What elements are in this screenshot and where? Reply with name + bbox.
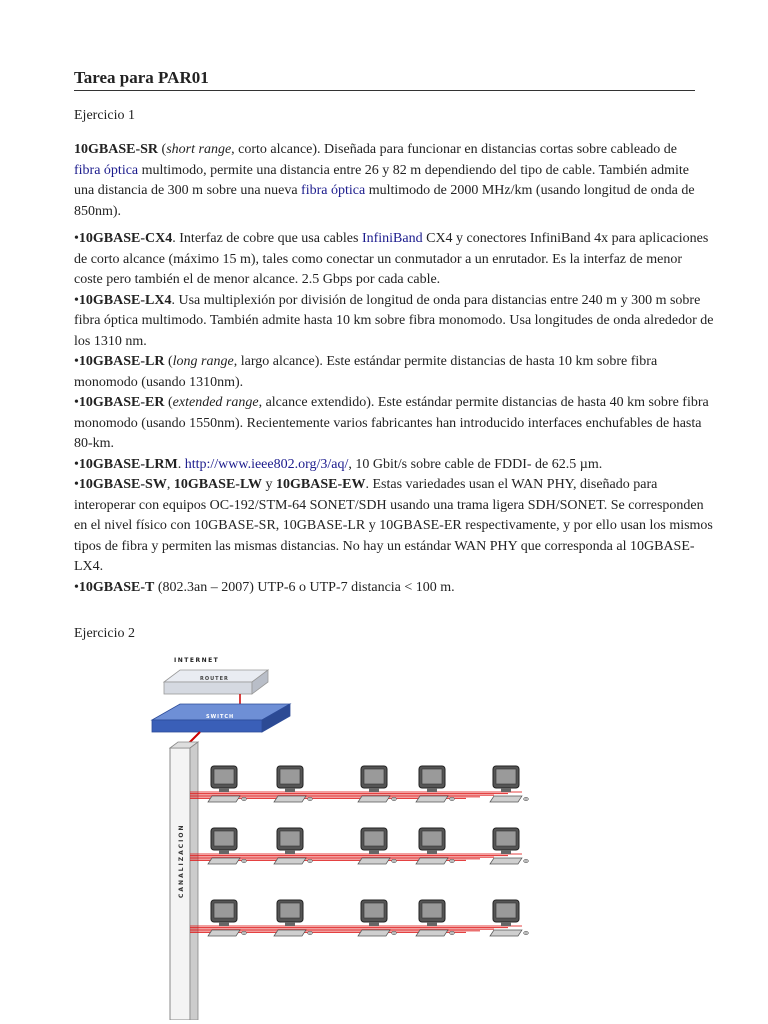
text: , alcance extendido). Este estándar permite distancias de hasta 40 km sobre fibra monomodo (usando 1550nm). Recientemente varios fabricantes han introducido interfaces enchufables de hasta 80-km. — [74, 395, 709, 451]
text: CX4 y conectores InfiniBand 4x para aplicaciones de corto alcance (máximo 15 m), tales como conectar un conmutador a un enrutador. Es la interfaz de menor coste pero también el de menor alcance. 2.5 Gbps por cada cable. — [74, 231, 709, 287]
text: ( — [164, 354, 173, 369]
exercise-2-heading: Ejercicio 2 — [74, 626, 136, 641]
term: 10GBASE-LR — [78, 354, 165, 369]
term-english: extended range — [172, 395, 259, 410]
term: 10GBASE-LW — [173, 477, 263, 492]
text: . Usa multiplexión por división de longitud de onda para distancias entre 240 m y 300 m sobre fibra óptica multimodo. También admite hasta 10 km sobre fibra monomodo. Usa longitudes de onda alrededor de los 1310 nm. — [74, 292, 714, 349]
bullet-list — [74, 229, 714, 598]
bullet-sw-lw-ew — [74, 475, 714, 578]
term-english: short range — [166, 142, 232, 157]
workstation-row — [190, 766, 529, 802]
term: 10GBASE-ER — [78, 395, 165, 410]
router-label: ROUTER — [200, 676, 229, 682]
switch-label: SWITCH — [206, 714, 235, 720]
text: . — [177, 456, 185, 472]
bullet-t — [74, 578, 714, 599]
exercise-1-heading: Ejercicio 1 — [74, 108, 136, 123]
computer-icon — [490, 900, 529, 936]
term: 10GBASE-T — [78, 579, 155, 595]
term: 10GBASE-LRM — [78, 456, 178, 472]
text: multimodo de 2000 MHz/km (usando longitud de onda de 850nm). — [74, 183, 695, 219]
bullet-lx4 — [74, 291, 714, 353]
bullet-lr — [74, 352, 714, 393]
fibra-optica-link[interactable]: fibra óptica — [74, 162, 139, 178]
bullet-mark: • — [74, 292, 79, 308]
network-diagram — [150, 648, 548, 1020]
router-device — [164, 670, 268, 694]
workstation-row — [190, 900, 529, 936]
text: . Estas variedades usan el WAN PHY, diseñado para interoperar con equipos OC-192/STM-64 SONET/SDH usando una trama ligera SDH/SONET. Se corresponden en el nivel físico con 10GBASE-SR, 10GBASE-LR y 10GBASE-ER respectivamente, y por ello usan los mismos tipos de fibra y permiten las mismas distancias. No hay un estándar WAN PHY que corresponda al 10GBASE- LX4. — [74, 477, 713, 574]
bullet-mark: • — [74, 231, 79, 246]
switch-device — [152, 704, 290, 732]
page-title: Tarea para PAR01 — [74, 68, 695, 91]
text: y — [262, 477, 277, 492]
bullet-mark: • — [74, 354, 79, 369]
text: ( — [164, 395, 173, 410]
text: . Interfaz de cobre que usa cables — [172, 231, 362, 246]
text: , 10 Gbit/s sobre cable de FDDI- de 62.5 µm. — [348, 456, 603, 472]
bullet-cx4 — [74, 229, 714, 291]
term-english: long range — [172, 354, 234, 369]
fibra-optica-link-2[interactable]: fibra óptica — [301, 183, 366, 198]
text: , — [166, 477, 174, 492]
bullet-mark: • — [74, 477, 79, 492]
term: 10GBASE-SW — [78, 477, 167, 492]
bullet-mark: • — [74, 456, 79, 472]
computer-icon — [490, 766, 529, 802]
infiniband-link[interactable]: InfiniBand — [361, 231, 423, 246]
workstation-row — [190, 828, 529, 864]
paragraph-10gbase-sr — [74, 140, 704, 222]
cable-conduit — [170, 742, 198, 1020]
internet-label: INTERNET — [174, 657, 220, 664]
bullet-mark: • — [74, 395, 79, 410]
text: , largo alcance). Este estándar permite distancias de hasta 10 km sobre fibra monomodo (usando 1310nm). — [74, 354, 658, 390]
canalizacion-label: CANALIZACION — [178, 823, 185, 898]
ieee-link[interactable]: http://www.ieee802.org/3/aq/ — [184, 456, 349, 472]
term: 10GBASE-LX4 — [78, 292, 172, 308]
term: 10GBASE-EW — [276, 477, 366, 492]
text: , corto alcance). Diseñada para funcionar en distancias cortas sobre cableado de — [231, 142, 677, 157]
bullet-lrm — [74, 455, 714, 476]
text: ( — [158, 142, 167, 157]
bullet-mark: • — [74, 579, 79, 595]
computer-icon — [490, 828, 529, 864]
workstation-rows — [190, 766, 529, 936]
term-10gbase-sr: 10GBASE-SR — [74, 142, 159, 157]
text: (802.3an – 2007) UTP-6 o UTP-7 distancia < 100 m. — [154, 579, 455, 595]
bullet-er — [74, 393, 714, 455]
text: multimodo, permite una distancia entre 26 y 82 m dependiendo del tipo de cable. También admite una distancia de 300 m sobre una nueva — [74, 162, 689, 198]
term: 10GBASE-CX4 — [78, 231, 173, 246]
